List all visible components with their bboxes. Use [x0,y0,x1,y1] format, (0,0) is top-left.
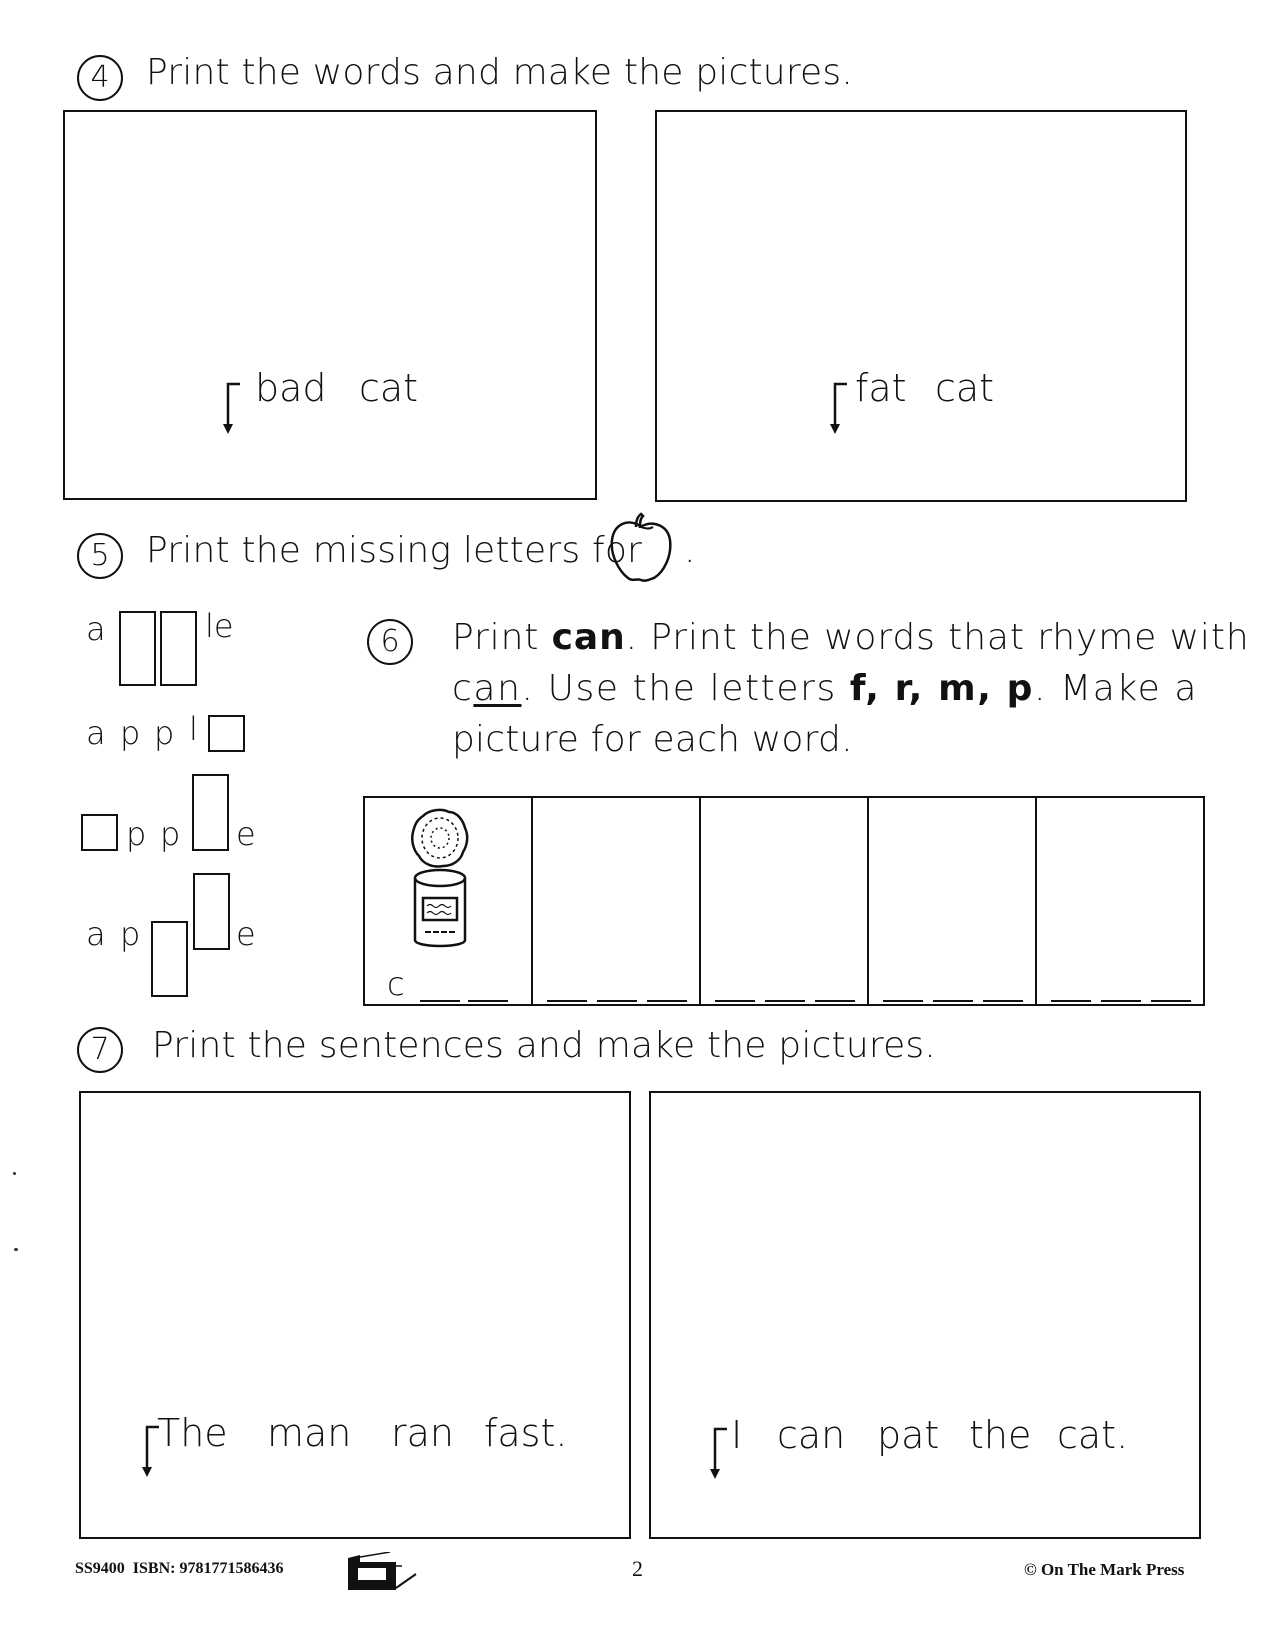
copyright: © On The Mark Press [1024,1560,1185,1579]
letter-box-tall[interactable] [160,611,197,686]
apple-icon [606,512,676,584]
letter-box-tall[interactable] [119,611,156,686]
q6-text: . Make a [1034,668,1199,709]
q6-cell-2[interactable] [531,796,701,1006]
q6-blank[interactable] [815,1000,855,1002]
letter: a [86,714,106,752]
q6-blank[interactable] [468,1000,508,1002]
letter: p [160,815,181,853]
q6-blank[interactable] [933,1000,973,1002]
question-number-5: 5 [77,533,123,579]
letter: p [120,714,141,752]
letter-box-descender[interactable] [151,921,188,997]
q6-bold-letters: f, r, m, p [849,668,1034,709]
letter: p [126,815,147,853]
q7-word: ran [391,1411,454,1455]
q4-drawing-box-2[interactable] [655,110,1187,502]
q5-instruction: Print the missing letters for [146,530,643,571]
q6-text: c [452,668,474,709]
q4-word: cat [935,366,995,410]
letter-box-short[interactable] [208,715,245,752]
q4-instruction: Print the words and make the pictures. [146,52,853,93]
footer-code-isbn [75,1560,283,1578]
letter: p [154,714,175,752]
scanner-logo-icon [346,1552,418,1592]
q4-word: fat [855,366,907,410]
q7-word: man [267,1411,352,1455]
q7-word: can [777,1413,846,1457]
q6-cell-5[interactable] [1035,796,1205,1006]
q6-blank[interactable] [1151,1000,1191,1002]
letter-box-tall[interactable] [193,873,230,950]
product-code: SS9400 [75,1560,125,1577]
q6-prefix-letter: c [387,965,405,1003]
q7-instruction: Print the sentences and make the pictures. [152,1025,937,1066]
q7-word: fast. [484,1411,568,1455]
q6-blank[interactable] [647,1000,687,1002]
q6-cell-1[interactable] [363,796,533,1006]
q5-end-punct: . [684,530,696,571]
q6-word-strip [363,796,1205,1006]
q6-text: . Print the words that rhyme with [625,617,1250,658]
q6-blank[interactable] [420,1000,460,1002]
letter: e [236,915,256,953]
q7-word: pat [877,1413,940,1457]
question-number-6: 6 [367,619,413,665]
q4-drawing-box-1[interactable] [63,110,597,500]
q6-blank[interactable] [597,1000,637,1002]
q6-blank[interactable] [1051,1000,1091,1002]
isbn-number: 9781771586436 [179,1560,284,1577]
q6-blank[interactable] [983,1000,1023,1002]
question-number-7: 7 [77,1027,123,1073]
q6-blank[interactable] [883,1000,923,1002]
q7-word: cat. [1057,1413,1129,1457]
q7-word: I [731,1413,743,1457]
q6-line-3: picture for each word. [452,719,853,760]
q7-drawing-box-2[interactable] [649,1091,1201,1539]
q6-cell-4[interactable] [867,796,1037,1006]
q4-word: cat [359,366,419,410]
q7-word: the [969,1413,1032,1457]
start-arrow-icon [829,382,849,438]
q6-line-2 [452,668,1198,709]
letter-box-tall[interactable] [192,774,229,851]
q6-cell-3[interactable] [699,796,869,1006]
q6-text: . Use the letters [521,668,850,709]
q7-word: The [157,1411,228,1455]
q6-text: Print [452,617,552,658]
letter: e [236,815,256,853]
start-arrow-icon [709,1427,729,1483]
q6-blank[interactable] [1101,1000,1141,1002]
q7-drawing-box-1[interactable] [79,1091,631,1539]
q6-blank[interactable] [765,1000,805,1002]
q6-bold-word: can [551,617,626,658]
scan-mark [13,1172,16,1175]
letter: p [120,915,141,953]
page-number: 2 [632,1556,643,1581]
can-icon [405,806,475,952]
q6-blank[interactable] [715,1000,755,1002]
letter: a [86,610,106,648]
isbn-label: ISBN: [132,1560,176,1577]
letter: l [189,710,198,748]
q4-word: bad [255,366,327,410]
letter-box-short[interactable] [81,814,118,851]
letter: a [86,915,106,953]
start-arrow-icon [222,382,242,438]
question-number-4: 4 [77,55,123,101]
q6-line-1 [452,617,1250,658]
q6-underlined-rime: an [473,668,522,709]
letter: le [205,607,234,645]
q6-blank[interactable] [547,1000,587,1002]
scan-mark [14,1248,18,1251]
